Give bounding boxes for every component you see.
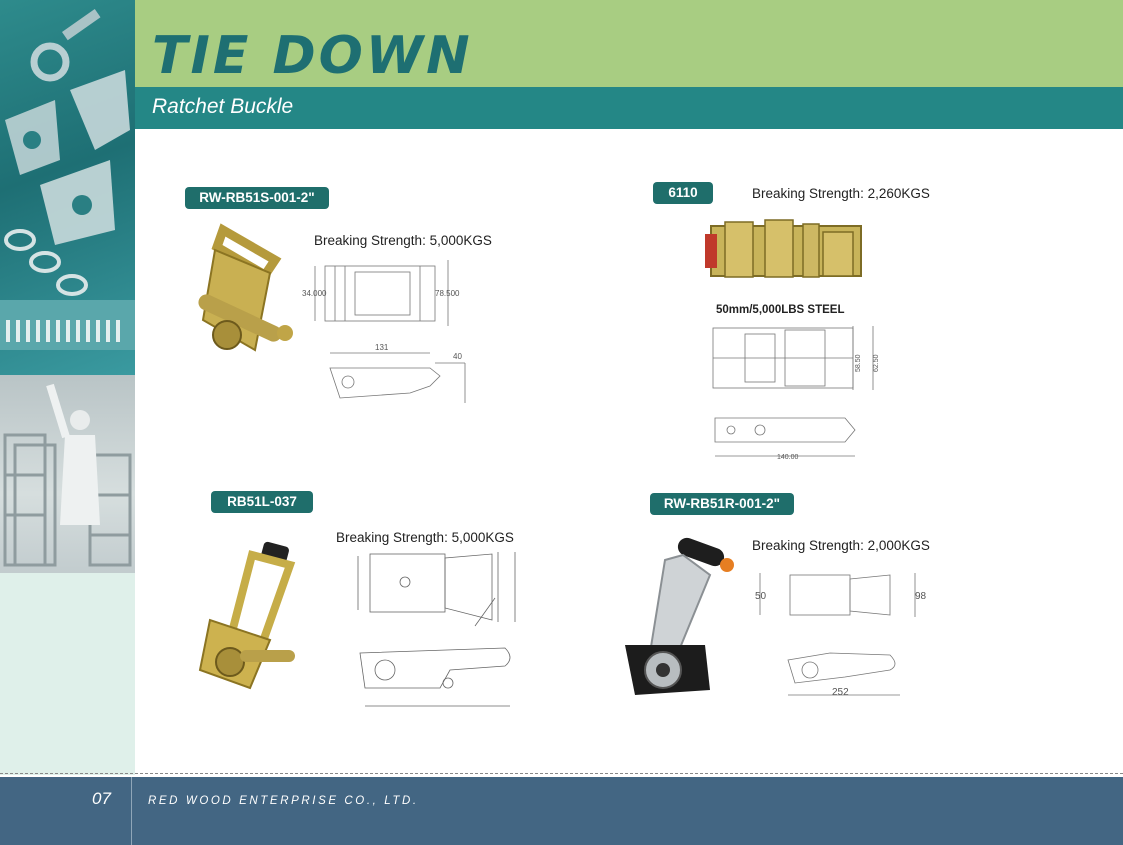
long-handle-ratchet-photo	[190, 540, 320, 695]
overcenter-buckle-photo	[705, 212, 870, 284]
technical-drawing	[300, 258, 475, 410]
breaking-strength: Breaking Strength: 5,000KGS	[314, 233, 492, 248]
dimension-label: 252	[832, 687, 849, 698]
spec-note: 50mm/5,000LBS STEEL	[716, 304, 845, 316]
product-model-tag: RB51L-037	[211, 491, 313, 513]
ratchet-buckle-photo	[185, 225, 300, 370]
page-title: TIE DOWN	[152, 26, 473, 86]
product-model-tag: 6110	[653, 182, 713, 204]
worker-photo	[0, 375, 135, 573]
product-model-tag: RW-RB51S-001-2"	[185, 187, 329, 209]
worker-illustration	[0, 375, 135, 573]
hardware-photo	[0, 0, 135, 375]
dimension-label: 78.500	[435, 289, 460, 298]
left-decorative-strip	[0, 0, 135, 775]
footer-divider	[131, 777, 132, 845]
product-model-tag: RW-RB51R-001-2"	[650, 493, 794, 515]
breaking-strength: Breaking Strength: 5,000KGS	[336, 530, 514, 545]
breaking-strength: Breaking Strength: 2,000KGS	[752, 538, 930, 553]
technical-drawing	[705, 320, 890, 468]
dimension-label: 62.50	[873, 354, 880, 372]
dimension-label: 34.000	[302, 289, 327, 298]
dimension-label: 140.00	[777, 454, 799, 461]
page-subtitle: Ratchet Buckle	[152, 95, 294, 118]
footer-dashed-line	[0, 773, 1123, 774]
breaking-strength: Breaking Strength: 2,260KGS	[752, 186, 930, 201]
hardware-illustration	[0, 0, 135, 375]
dimension-label: 58.50	[855, 354, 862, 372]
ergonomic-ratchet-photo	[615, 535, 745, 700]
dimension-label: 131	[375, 343, 389, 352]
eye-bolt-icon	[34, 46, 66, 78]
company-name: RED WOOD ENTERPRISE CO., LTD.	[148, 795, 419, 807]
footer-band	[0, 777, 1123, 845]
dimension-label: 40	[453, 352, 462, 361]
technical-drawing	[340, 548, 530, 713]
dimension-label: 50	[755, 591, 767, 602]
page-number: 07	[92, 789, 111, 808]
dimension-label: 98	[915, 591, 927, 602]
technical-drawing	[750, 565, 935, 705]
